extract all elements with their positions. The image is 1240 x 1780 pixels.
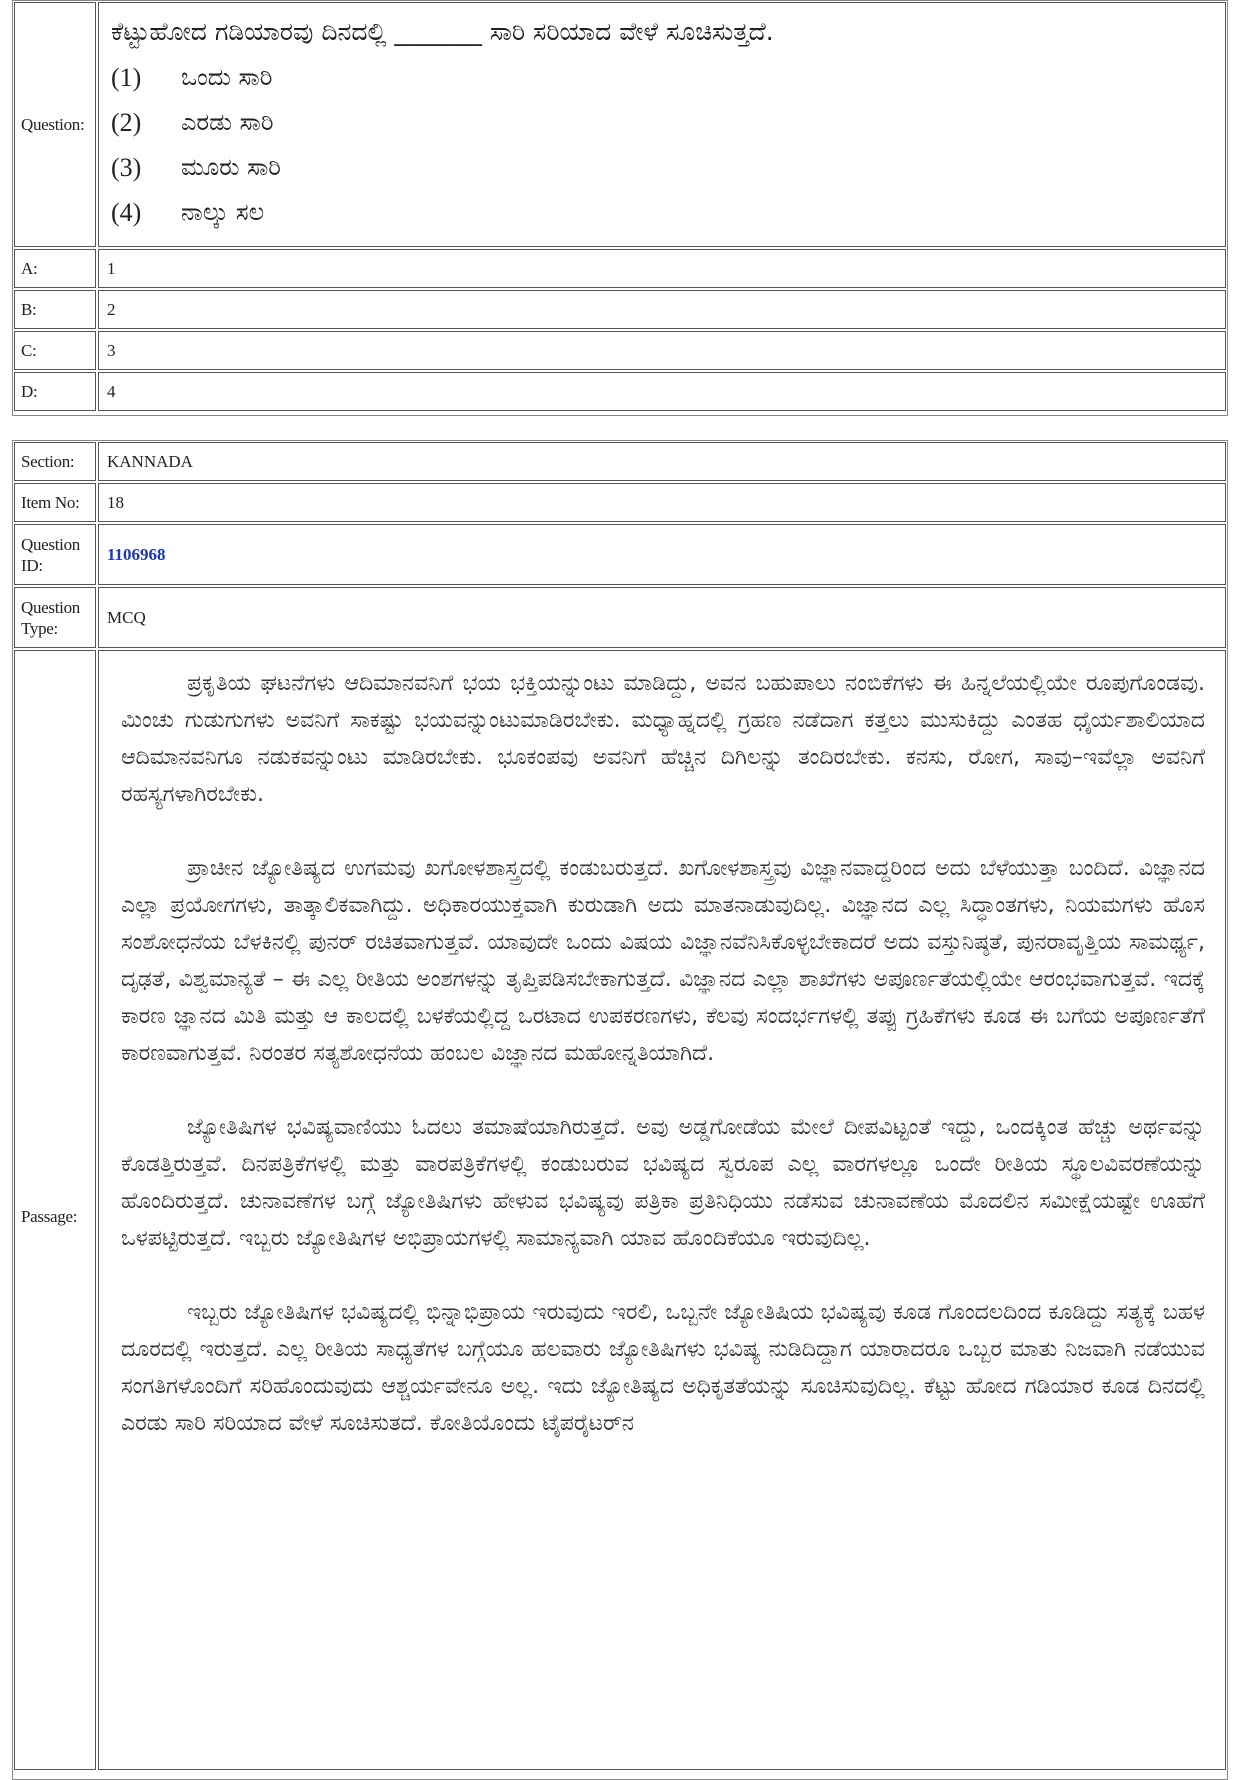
passage-paragraph: ಪ್ರಕೃತಿಯ ಘಟನೆಗಳು ಆದಿಮಾನವನಿಗೆ ಭಯ ಭಕ್ತಿಯನ್ನುಂಟು ಮಾಡಿದ್ದು, ಅವನ ಬಹುಪಾಲು ನಂಬಿಕೆಗಳು ಈ ಹಿನ್ನಲೆಯಲ್ಲಿಯೇ ರೂಪುಗೊಂಡವು. ಮಿಂಚು ಗುಡುಗುಗಳು ಅವನಿಗೆ ಸಾಕಷ್ಟು ಭಯವನ್ನುಂಟುಮಾಡಿರಬೇಕು. ಮಧ್ಯಾಹ್ನದಲ್ಲಿ ಗ್ರಹಣ ನಡೆದಾಗ ಕತ್ತಲು ಮುಸುಕಿದ್ದು ಎಂತಹ ಧೈರ್ಯಶಾಲಿಯಾದ ಆದಿಮಾನವನಿಗೂ ನಡುಕವನ್ನುಂಟು ಮಾಡಿರಬೇಕು. ಭೂಕಂಪವು ಅವನಿಗೆ ಹೆಚ್ಚಿನ ದಿಗಿಲನ್ನು ತಂದಿರಬೇಕು. ಕನಸು, ರೋಗ, ಸಾವು–ಇವೆಲ್ಲಾ ಅವನಿಗೆ ರಹಸ್ಯಗಳಾಗಿರಬೇಕು.: [121, 671, 1205, 807]
option-1-number: (1): [111, 63, 142, 92]
answer-row-b: [14, 290, 1226, 329]
option-1: [99, 55, 1225, 100]
answer-row-c: [14, 331, 1226, 370]
question-id-value-cell: [98, 524, 1226, 585]
passage-paragraph: ಜ್ಯೋತಿಷಿಗಳ ಭವಿಷ್ಯವಾಣಿಯು ಓದಲು ತಮಾಷೆಯಾಗಿರುತ್ತದೆ. ಅವು ಅಡ್ಡಗೋಡೆಯ ಮೇಲೆ ದೀಪವಿಟ್ಟಂತೆ ಇದ್ದು, ಒಂದಕ್ಕಿಂತ ಹೆಚ್ಚು ಅರ್ಥವನ್ನು ಕೊಡತ್ತಿರುತ್ತವೆ. ದಿನಪತ್ರಿಕೆಗಳಲ್ಲಿ ಮತ್ತು ವಾರಪತ್ರಿಕೆಗಳಲ್ಲಿ ಕಂಡುಬರುವ ಭವಿಷ್ಯದ ಸ್ವರೂಪ ಎಲ್ಲ ವಾರಗಳಲ್ಲೂ ಒಂದೇ ರೀತಿಯ ಸ್ಥೂಲವಿವರಣೆಯನ್ನು ಹೊಂದಿರುತ್ತದೆ. ಚುನಾವಣೆಗಳ ಬಗ್ಗೆ ಜ್ಯೋತಿಷಿಗಳು ಹೇಳುವ ಭವಿಷ್ಯವು ಪತ್ರಿಕಾ ಪ್ರತಿನಿಧಿಯು ನಡೆಸುವ ಚುನಾವಣೆಯ ಮೊದಲಿನ ಸಮೀಕ್ಷೆಯಷ್ಟೇ ಊಹೆಗೆ ಒಳಪಟ್ಟಿರುತ್ತದೆ. ಇಬ್ಬರು ಜ್ಯೋತಿಷಿಗಳ ಅಭಿಪ್ರಾಯಗಳಲ್ಲಿ ಸಾಮಾನ್ಯವಾಗಿ ಯಾವ ಹೊಂದಿಕೆಯೂ ಇರುವುದಿಲ್ಲ.: [121, 1115, 1205, 1251]
option-4-text: ನಾಲ್ಕು ಸಲ: [181, 198, 265, 226]
answer-c-label: C:: [14, 331, 96, 370]
question-stem: ಕೆಟ್ಟುಹೋದ ಗಡಿಯಾರವು ದಿನದಲ್ಲಿ _______ ಸಾರಿ ಸರಿಯಾದ ವೇಳೆ ಸೂಚಿಸುತ್ತದೆ.: [111, 17, 774, 46]
section-value: KANNADA: [98, 442, 1226, 481]
passage-paragraph: ಪ್ರಾಚೀನ ಜ್ಯೋತಿಷ್ಯದ ಉಗಮವು ಖಗೋಳಶಾಸ್ತ್ರದಲ್ಲಿ ಕಂಡುಬರುತ್ತದೆ. ಖಗೋಳಶಾಸ್ತ್ರವು ವಿಜ್ಞಾನವಾದ್ದರಿಂದ ಅದು ಬೆಳೆಯುತ್ತಾ ಬಂದಿದೆ. ವಿಜ್ಞಾನದ ಎಲ್ಲಾ ಪ್ರಯೋಗಗಳು, ತಾತ್ಕಾಲಿಕವಾಗಿದ್ದು. ಅಧಿಕಾರಯುಕ್ತವಾಗಿ ಕುರುಡಾಗಿ ಅದು ಮಾತನಾಡುವುದಿಲ್ಲ. ವಿಜ್ಞಾನದ ಎಲ್ಲ ಸಿದ್ಧಾಂತಗಳು, ನಿಯಮಗಳು ಹೊಸ ಸಂಶೋಧನೆಯ ಬೆಳಕಿನಲ್ಲಿ ಪುನರ್ ರಚಿತವಾಗುತ್ತವೆ. ಯಾವುದೇ ಒಂದು ವಿಷಯ ವಿಜ್ಞಾನವೆನಿಸಿಕೊಳ್ಳಬೇಕಾದರೆ ಅದು ವಸ್ತುನಿಷ್ಠತೆ, ಪುನರಾವೃತ್ತಿಯ ಸಾಮರ್ಥ್ಯ, ದೃಢತೆ, ವಿಶ್ವಮಾನ್ಯತೆ – ಈ ಎಲ್ಲ ರೀತಿಯ ಅಂಶಗಳನ್ನು ತೃಪ್ತಿಪಡಿಸಬೇಕಾಗುತ್ತದೆ. ವಿಜ್ಞಾನದ ಎಲ್ಲಾ ಶಾಖೆಗಳು ಅಪೂರ್ಣತೆಯಲ್ಲಿಯೇ ಆರಂಭವಾಗುತ್ತವೆ. ಇದಕ್ಕೆ ಕಾರಣ ಜ್ಞಾನದ ಮಿತಿ ಮತ್ತು ಆ ಕಾಲದಲ್ಲಿ ಬಳಕೆಯಲ್ಲಿದ್ದ ಒರಟಾದ ಉಪಕರಣಗಳು, ಕೆಲವು ಸಂದರ್ಭಗಳಲ್ಲಿ ತಪ್ಪು ಗ್ರಹಿಕೆಗಳು ಕೂಡ ಈ ಬಗೆಯ ಅಪೂರ್ಣತೆಗೆ ಕಾರಣವಾಗುತ್ತವೆ. ನಿರಂತರ ಸತ್ಯಶೋಧನೆಯ ಹಂಬಲ ವಿಜ್ಞಾನದ ಮಹೋನ್ನತಿಯಾಗಿದೆ.: [121, 856, 1205, 1066]
answer-a-value: 1: [98, 249, 1226, 288]
option-3: [99, 145, 1225, 190]
passage-paragraph: ಇಬ್ಬರು ಜ್ಯೋತಿಷಿಗಳ ಭವಿಷ್ಯದಲ್ಲಿ ಭಿನ್ನಾಭಿಪ್ರಾಯ ಇರುವುದು ಇರಲಿ, ಒಬ್ಬನೇ ಜ್ಯೋತಿಷಿಯ ಭವಿಷ್ಯವು ಕೂಡ ಗೊಂದಲದಿಂದ ಕೂಡಿದ್ದು ಸತ್ಯಕ್ಕೆ ಬಹಳ ದೂರದಲ್ಲಿ ಇರುತ್ತದೆ. ಎಲ್ಲ ರೀತಿಯ ಸಾಧ್ಯತೆಗಳ ಬಗ್ಗೆಯೂ ಹಲವಾರು ಜ್ಯೋತಿಷಿಗಳು ಭವಿಷ್ಯ ನುಡಿದಿದ್ದಾಗ ಯಾರಾದರೂ ಒಬ್ಬರ ಮಾತು ನಿಜವಾಗಿ ನಡೆಯುವ ಸಂಗತಿಗಳೊಂದಿಗೆ ಸರಿಹೊಂದುವುದು ಆಶ್ಚರ್ಯವೇನೂ ಅಲ್ಲ. ಇದು ಜ್ಯೋತಿಷ್ಯದ ಅಧಿಕೃತತೆಯನ್ನು ಸೂಚಿಸುವುದಿಲ್ಲ. ಕೆಟ್ಟು ಹೋದ ಗಡಿಯಾರ ಕೂಡ ದಿನದಲ್ಲಿ ಎರಡು ಸಾರಿ ಸರಿಯಾದ ವೇಳೆ ಸೂಚಿಸುತದೆ. ಕೋತಿಯೊಂದು ಟೈಪರೈಟರ್‌ನ: [121, 1300, 1205, 1436]
passage-label: Passage:: [14, 650, 96, 1770]
option-1-text: ಒಂದು ಸಾರಿ: [181, 63, 273, 91]
item-no-row: [14, 483, 1226, 522]
option-2-number: (2): [111, 108, 142, 137]
question-id-label: Question ID:: [14, 524, 96, 585]
section-row: [14, 442, 1226, 481]
question-content: [98, 2, 1226, 247]
option-3-number: (3): [111, 153, 142, 182]
question-table: [12, 0, 1228, 416]
question-row: [14, 2, 1226, 247]
answer-d-value: 4: [98, 372, 1226, 411]
item-no-label: Item No:: [14, 483, 96, 522]
answer-row-d: [14, 372, 1226, 411]
answer-d-label: D:: [14, 372, 96, 411]
section-label: Section:: [14, 442, 96, 481]
option-2-text: ಎರಡು ಸಾರಿ: [181, 108, 274, 136]
option-3-text: ಮೂರು ಸಾರಿ: [181, 153, 281, 181]
question-type-row: [14, 587, 1226, 648]
answer-a-label: A:: [14, 249, 96, 288]
item-table: [12, 440, 1228, 1780]
item-no-value: 18: [98, 483, 1226, 522]
option-2: [99, 100, 1225, 145]
question-type-value: MCQ: [98, 587, 1226, 648]
option-4: [99, 190, 1225, 235]
answer-b-label: B:: [14, 290, 96, 329]
question-type-label: Question Type:: [14, 587, 96, 648]
question-id-row: [14, 524, 1226, 585]
answer-row-a: [14, 249, 1226, 288]
option-4-number: (4): [111, 198, 142, 227]
answer-c-value: 3: [98, 331, 1226, 370]
question-id-value: 1106968: [107, 544, 166, 564]
question-label: Question:: [14, 2, 96, 247]
passage-row: [14, 650, 1226, 1770]
passage-content: [98, 650, 1226, 1770]
answer-b-value: 2: [98, 290, 1226, 329]
